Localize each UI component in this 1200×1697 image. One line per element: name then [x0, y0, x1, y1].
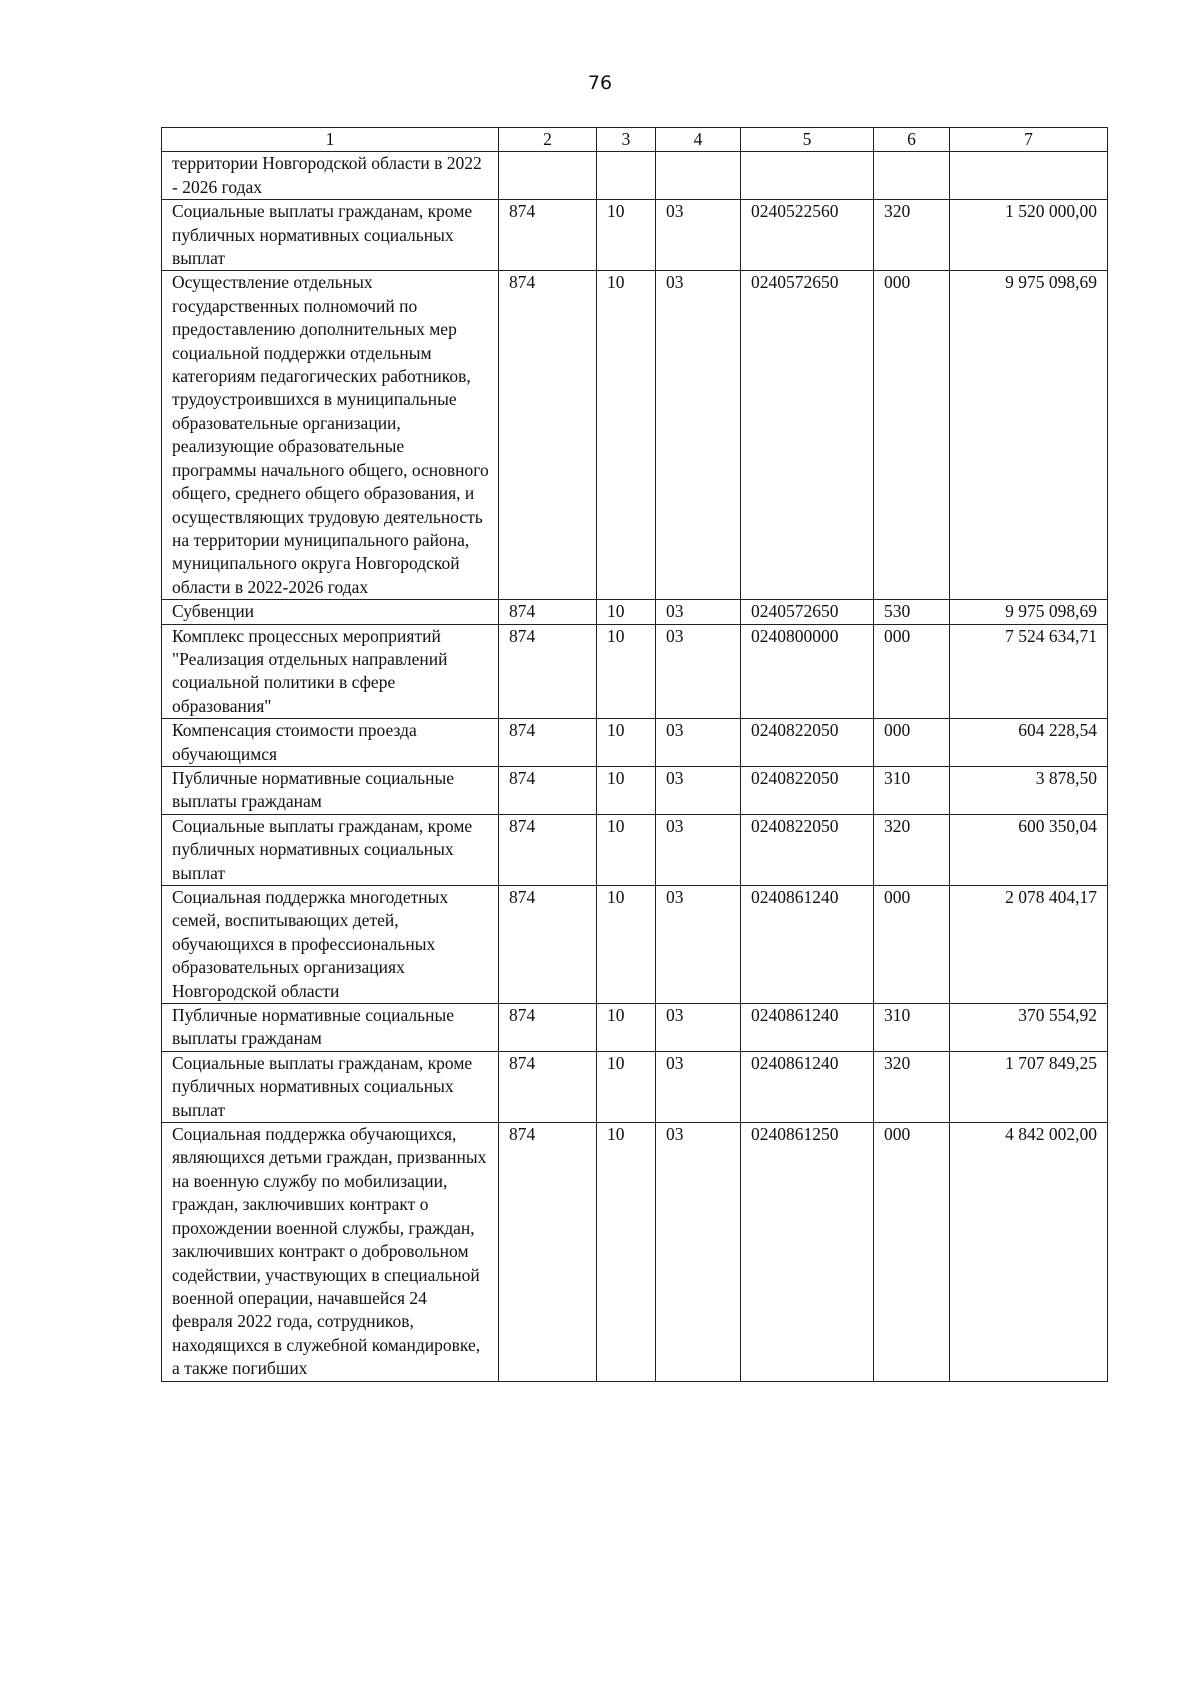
- cell-name: Социальные выплаты гражданам, кроме публичных нормативных социальных выплат: [162, 814, 499, 885]
- cell-name: территории Новгородской области в 2022 - 2026 годах: [162, 152, 499, 200]
- cell-amount: 7 524 634,71: [950, 624, 1108, 719]
- cell-expense-type: 310: [874, 766, 950, 814]
- cell-amount: 9 975 098,69: [950, 600, 1108, 624]
- cell-amount: 1 520 000,00: [950, 200, 1108, 271]
- cell-expense-type: 000: [874, 624, 950, 719]
- table-row: [162, 152, 1108, 200]
- cell-target-code: 0240822050: [741, 766, 874, 814]
- cell-name: Публичные нормативные социальные выплаты гражданам: [162, 766, 499, 814]
- cell-name: Компенсация стоимости проезда обучающимся: [162, 719, 499, 767]
- cell-section: 10: [597, 814, 656, 885]
- cell-glava: 874: [499, 1004, 597, 1052]
- cell-subsection: 03: [656, 886, 741, 1004]
- cell-amount: [950, 152, 1108, 200]
- cell-glava: 874: [499, 1123, 597, 1381]
- cell-expense-type: 310: [874, 1004, 950, 1052]
- cell-target-code: 0240572650: [741, 600, 874, 624]
- cell-glava: 874: [499, 600, 597, 624]
- cell-expense-type: 320: [874, 200, 950, 271]
- cell-amount: 1 707 849,25: [950, 1051, 1108, 1122]
- cell-section: 10: [597, 624, 656, 719]
- cell-subsection: [656, 152, 741, 200]
- cell-section: 10: [597, 200, 656, 271]
- table-row: [162, 1051, 1108, 1122]
- cell-glava: 874: [499, 886, 597, 1004]
- budget-table: [161, 127, 1108, 1382]
- cell-glava: 874: [499, 1051, 597, 1122]
- cell-name: Публичные нормативные социальные выплаты гражданам: [162, 1004, 499, 1052]
- cell-glava: 874: [499, 719, 597, 767]
- cell-amount: 600 350,04: [950, 814, 1108, 885]
- cell-section: 10: [597, 886, 656, 1004]
- cell-expense-type: 530: [874, 600, 950, 624]
- cell-subsection: 03: [656, 1123, 741, 1381]
- cell-glava: 874: [499, 624, 597, 719]
- cell-subsection: 03: [656, 766, 741, 814]
- cell-expense-type: 000: [874, 271, 950, 600]
- column-header: 3: [597, 128, 656, 152]
- cell-expense-type: 320: [874, 1051, 950, 1122]
- cell-target-code: 0240861240: [741, 886, 874, 1004]
- cell-name: Субвенции: [162, 600, 499, 624]
- column-header: 1: [162, 128, 499, 152]
- cell-amount: 370 554,92: [950, 1004, 1108, 1052]
- cell-subsection: 03: [656, 719, 741, 767]
- cell-amount: 604 228,54: [950, 719, 1108, 767]
- cell-amount: 9 975 098,69: [950, 271, 1108, 600]
- cell-name: Комплекс процессных мероприятий "Реализация отдельных направлений социальной политики в сфере образования": [162, 624, 499, 719]
- cell-target-code: 0240861240: [741, 1051, 874, 1122]
- table-row: [162, 719, 1108, 767]
- cell-subsection: 03: [656, 271, 741, 600]
- cell-name: Социальные выплаты гражданам, кроме публичных нормативных социальных выплат: [162, 200, 499, 271]
- cell-name: Социальные выплаты гражданам, кроме публичных нормативных социальных выплат: [162, 1051, 499, 1122]
- cell-section: 10: [597, 766, 656, 814]
- cell-section: 10: [597, 1004, 656, 1052]
- page-number: 76: [587, 72, 613, 94]
- cell-glava: [499, 152, 597, 200]
- cell-glava: 874: [499, 766, 597, 814]
- cell-target-code: 0240522560: [741, 200, 874, 271]
- cell-amount: 2 078 404,17: [950, 886, 1108, 1004]
- cell-amount: 3 878,50: [950, 766, 1108, 814]
- cell-section: 10: [597, 719, 656, 767]
- column-header: 4: [656, 128, 741, 152]
- cell-target-code: [741, 152, 874, 200]
- cell-name: Осуществление отдельных государственных полномочий по предоставлению дополнительных мер социальной поддержки отдельным категориям педагогических работников, трудоустроившихся в муниципальные образовательные организации, реализующие образовательные программы начального общего, основного общего, среднего общего образования, и осуществляющих трудовую деятельность на территории муниципального района, муниципального округа Новгородской области в 2022-2026 годах: [162, 271, 499, 600]
- cell-expense-type: 000: [874, 886, 950, 1004]
- cell-section: 10: [597, 271, 656, 600]
- table-row: [162, 624, 1108, 719]
- cell-amount: 4 842 002,00: [950, 1123, 1108, 1381]
- cell-section: 10: [597, 1123, 656, 1381]
- table-row: [162, 600, 1108, 624]
- cell-expense-type: 320: [874, 814, 950, 885]
- cell-subsection: 03: [656, 814, 741, 885]
- cell-target-code: 0240822050: [741, 719, 874, 767]
- table-row: [162, 766, 1108, 814]
- cell-subsection: 03: [656, 600, 741, 624]
- cell-name: Социальная поддержка обучающихся, являющихся детьми граждан, призванных на военную службу по мобилизации, граждан, заключивших контракт о прохождении военной службы, граждан, заключивших контракт о добровольном содействии, участвующих в специальной военной операции, начавшейся 24 февраля 2022 года, сотрудников, находящихся в служебной командировке, а также погибших: [162, 1123, 499, 1381]
- cell-target-code: 0240861240: [741, 1004, 874, 1052]
- column-header: 5: [741, 128, 874, 152]
- cell-name: Социальная поддержка многодетных семей, воспитывающих детей, обучающихся в профессиональных образовательных организациях Новгородской области: [162, 886, 499, 1004]
- column-header: 2: [499, 128, 597, 152]
- table-row: [162, 886, 1108, 1004]
- cell-glava: 874: [499, 200, 597, 271]
- cell-subsection: 03: [656, 1051, 741, 1122]
- cell-section: [597, 152, 656, 200]
- cell-target-code: 0240822050: [741, 814, 874, 885]
- column-header: 7: [950, 128, 1108, 152]
- table-row: [162, 1004, 1108, 1052]
- cell-subsection: 03: [656, 1004, 741, 1052]
- cell-expense-type: [874, 152, 950, 200]
- table-row: [162, 200, 1108, 271]
- cell-section: 10: [597, 1051, 656, 1122]
- cell-subsection: 03: [656, 624, 741, 719]
- cell-target-code: 0240800000: [741, 624, 874, 719]
- cell-section: 10: [597, 600, 656, 624]
- cell-subsection: 03: [656, 200, 741, 271]
- cell-expense-type: 000: [874, 719, 950, 767]
- table-row: [162, 814, 1108, 885]
- cell-target-code: 0240861250: [741, 1123, 874, 1381]
- table-row: [162, 1123, 1108, 1381]
- table-row: [162, 271, 1108, 600]
- table-body: [162, 128, 1108, 1382]
- cell-expense-type: 000: [874, 1123, 950, 1381]
- cell-glava: 874: [499, 814, 597, 885]
- column-number-row: [162, 128, 1108, 152]
- cell-target-code: 0240572650: [741, 271, 874, 600]
- column-header: 6: [874, 128, 950, 152]
- cell-glava: 874: [499, 271, 597, 600]
